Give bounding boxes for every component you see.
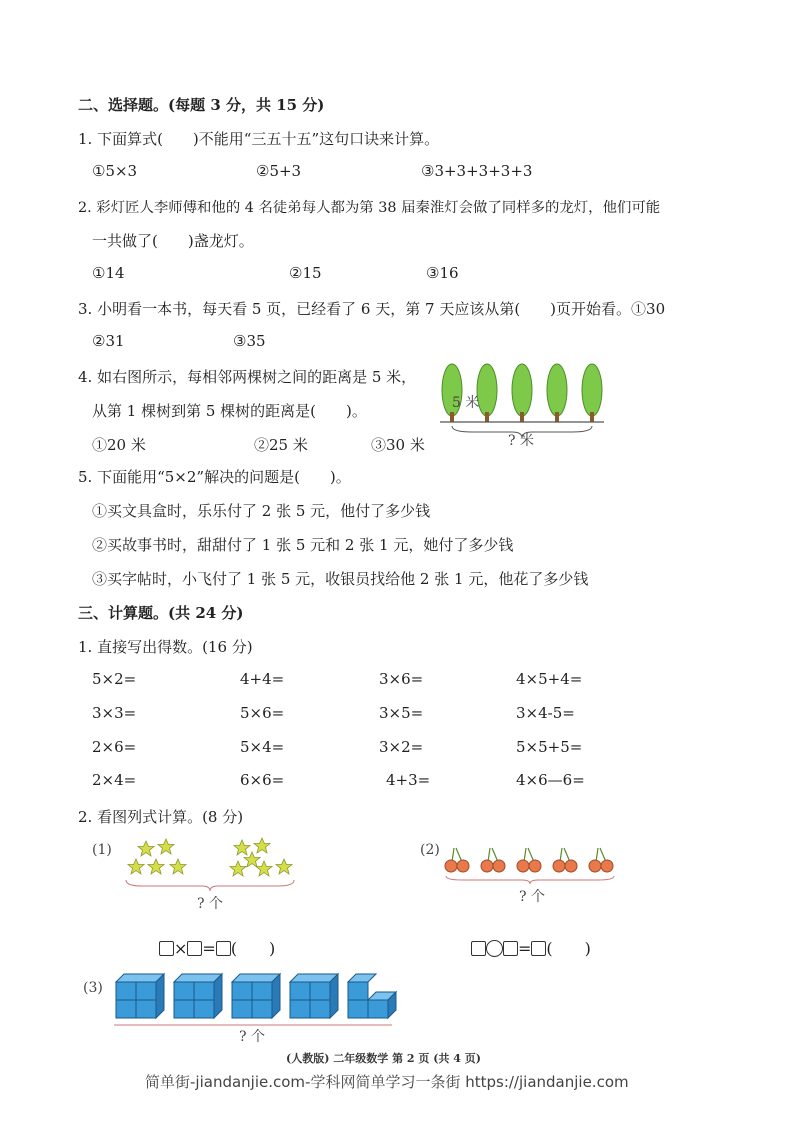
calc-cell: 5×6= <box>240 704 285 722</box>
tree-icon <box>512 364 532 422</box>
fig2-question: ? 个 <box>519 889 545 905</box>
q4-stem-line2: 从第 1 棵树到第 5 棵树的距离是( )。 <box>92 402 367 420</box>
unit-blank[interactable]: ( ) <box>546 939 591 958</box>
star-icon <box>276 859 292 874</box>
cubes-figure <box>110 970 400 1030</box>
q1-option-2: ②5+3 <box>256 162 302 180</box>
q4-stem-line1: 4. 如右图所示，每相邻两棵树之间的距离是 5 米， <box>78 368 417 386</box>
cube-group-icon <box>290 974 338 1018</box>
q5-option-1: ①买文具盒时，乐乐付了 2 张 5 元，他付了多少钱 <box>92 502 431 520</box>
fig1-question: ? 个 <box>197 896 223 912</box>
star-icon <box>158 839 174 854</box>
cube-group-icon <box>174 974 222 1018</box>
fig2-label: (2) <box>420 842 440 858</box>
calc-cell: 3×3= <box>92 704 137 722</box>
q5-stem: 5. 下面能用“5×2”解决的问题是( )。 <box>78 468 351 486</box>
times-sign: × <box>174 939 188 958</box>
page-footer: (人教版) 二年级数学 第 2 页 (共 4 页) <box>286 1052 481 1065</box>
cherries-brace <box>446 876 614 884</box>
q2-option-2: ②15 <box>289 264 322 282</box>
calc-cell: 4+4= <box>240 670 285 688</box>
q3-stem: 3. 小明看一本书，每天看 5 页，已经看了 6 天，第 7 天应该从第( )页开始看。①30 <box>78 300 666 318</box>
stars-brace <box>126 880 294 891</box>
answer-box[interactable] <box>503 941 518 956</box>
site-watermark[interactable]: 简单街-jiandanjie.com-学科网简单学习一条街 https://jiandanjie.com <box>145 1073 629 1091</box>
star-icon <box>128 859 144 874</box>
star-icon <box>234 840 250 855</box>
tree-icon <box>582 364 602 422</box>
p2-title: 2. 看图列式计算。(8 分) <box>78 808 244 826</box>
calc-cell: 3×4-5= <box>516 704 575 722</box>
tree-total-label: ? 米 <box>508 433 534 449</box>
equation-1 <box>159 936 275 959</box>
calc-cell: 3×2= <box>379 738 424 756</box>
calc-cell: 3×6= <box>379 670 424 688</box>
answer-box[interactable] <box>471 941 486 956</box>
stars-figure <box>122 836 300 892</box>
star-icon <box>148 859 164 874</box>
cube-group-icon <box>348 974 396 1018</box>
star-icon <box>230 861 246 876</box>
q4-option-1: ①20 米 <box>92 436 146 454</box>
cube-group-icon <box>116 974 164 1018</box>
star-icon <box>254 838 270 853</box>
q2-stem-line1: 2. 彩灯匠人李师傅和他的 4 名徒弟每人都为第 38 届秦淮灯会做了同样多的龙灯，他们可能 <box>78 200 661 216</box>
star-icon <box>170 859 186 874</box>
q1-option-3: ③3+3+3+3+3 <box>421 162 533 180</box>
operator-circle[interactable] <box>486 940 503 957</box>
answer-box[interactable] <box>531 941 546 956</box>
q3-option-3: ③35 <box>233 332 266 350</box>
calc-cell: 4×6—6= <box>516 771 585 789</box>
q4-option-3: ③30 米 <box>371 436 425 454</box>
equation-2 <box>471 936 591 959</box>
p1-title: 1. 直接写出得数。(16 分) <box>78 638 253 656</box>
equals-sign: = <box>518 939 532 958</box>
tree-icon <box>477 364 497 422</box>
calc-cell: 4+3= <box>386 771 431 789</box>
q1-option-1: ①5×3 <box>92 162 138 180</box>
star-icon <box>256 861 272 876</box>
fig3-question: ? 个 <box>239 1029 265 1045</box>
fig1-label: (1) <box>92 842 112 858</box>
cherry-icon <box>589 848 613 872</box>
calc-cell: 5×2= <box>92 670 137 688</box>
section-3-title: 三、计算题。(共 24 分) <box>78 604 244 622</box>
calc-cell: 5×5+5= <box>516 738 583 756</box>
q5-option-2: ②买故事书时，甜甜付了 1 张 5 元和 2 张 1 元，她付了多少钱 <box>92 536 514 554</box>
q2-stem-line2: 一共做了( )盏龙灯。 <box>92 232 254 250</box>
calc-cell: 3×5= <box>379 704 424 722</box>
tree-gap-label: 5 米 <box>452 395 480 411</box>
q4-option-2: ②25 米 <box>254 436 308 454</box>
tree-icon <box>547 364 567 422</box>
calc-cell: 2×4= <box>92 771 137 789</box>
star-icon <box>138 841 154 856</box>
q1-stem: 1. 下面算式( )不能用“三五十五”这句口诀来计算。 <box>78 130 440 148</box>
calc-cell: 5×4= <box>240 738 285 756</box>
answer-box[interactable] <box>216 941 231 956</box>
cherries-figure <box>442 842 622 884</box>
cube-group-icon <box>232 974 280 1018</box>
unit-blank[interactable]: ( ) <box>230 939 276 958</box>
calc-cell: 4×5+4= <box>516 670 583 688</box>
calc-cell: 2×6= <box>92 738 137 756</box>
section-2-title: 二、选择题。(每题 3 分，共 15 分) <box>78 96 325 114</box>
calc-cell: 6×6= <box>240 771 285 789</box>
cherry-icon <box>481 848 505 872</box>
cherry-icon <box>553 848 577 872</box>
cherry-icon <box>445 848 469 872</box>
fig3-label: (3) <box>83 980 103 996</box>
answer-box[interactable] <box>187 941 202 956</box>
answer-box[interactable] <box>159 941 174 956</box>
q5-option-3: ③买字帖时，小飞付了 1 张 5 元，收银员找给他 2 张 1 元，他花了多少钱 <box>92 570 589 588</box>
equals-sign: = <box>202 939 216 958</box>
q3-option-2: ②31 <box>92 332 125 350</box>
cherry-icon <box>517 848 541 872</box>
q2-option-3: ③16 <box>426 264 459 282</box>
q2-option-1: ①14 <box>92 264 125 282</box>
